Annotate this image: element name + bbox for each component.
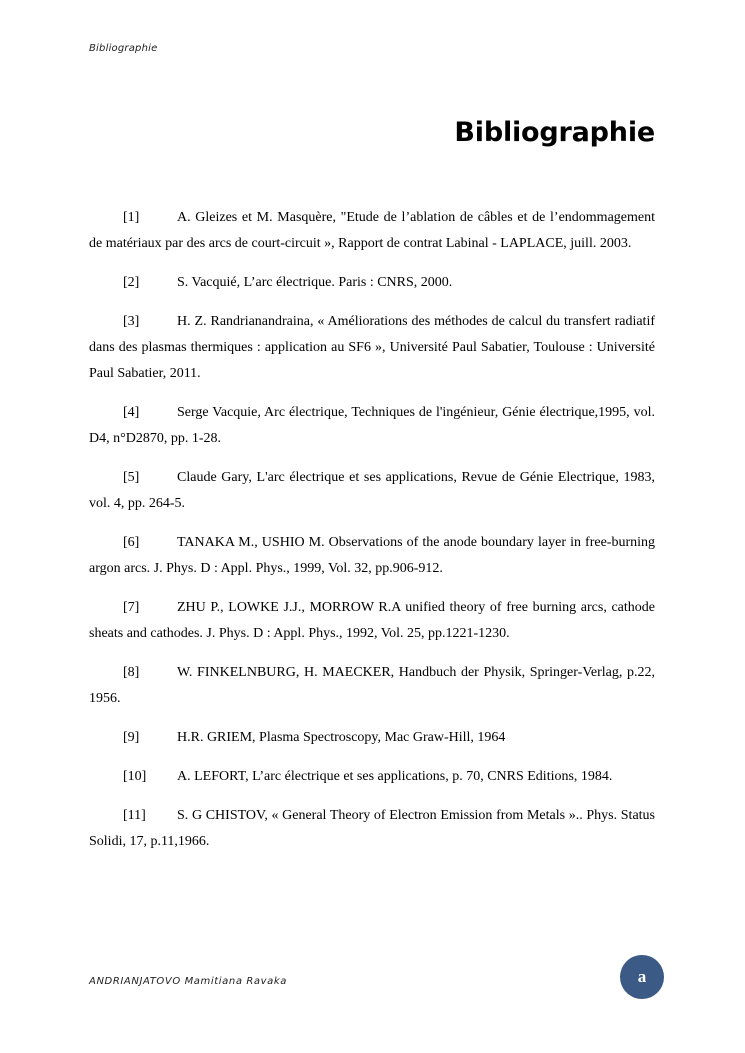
reference-number: [9] — [123, 730, 140, 745]
reference-text: Serge Vacquie, Arc électrique, Techniques de l'ingénieur, Génie électrique,1995, vol. D4, n°D2870, pp. 1-28. — [89, 405, 655, 446]
page-title: Bibliographie — [454, 117, 655, 148]
reference-number: [4] — [123, 405, 140, 420]
reference-text: ZHU P., LOWKE J.J., MORROW R.A unified theory of free burning arcs, cathode sheats and cathodes. J. Phys. D : Appl. Phys., 1992, Vol. 25, pp.1221-1230. — [89, 600, 655, 641]
reference-item — [89, 530, 655, 582]
reference-text: S. G CHISTOV, « General Theory of Electron Emission from Metals ».. Phys. Status Solidi, 17, p.11,1966. — [89, 808, 655, 849]
reference-item — [89, 465, 655, 517]
footer-author: ANDRIANJATOVO Mamitiana Ravaka — [89, 976, 287, 987]
reference-text: A. Gleizes et M. Masquère, "Etude de l’ablation de câbles et de l’endommagement de matériaux par des arcs de court-circuit », Rapport de contrat Labinal - LAPLACE, juill. 2003. — [89, 210, 655, 251]
reference-number: [3] — [123, 314, 140, 329]
reference-item — [89, 400, 655, 452]
reference-item — [89, 725, 655, 751]
running-header: Bibliographie — [89, 43, 158, 54]
reference-number: [7] — [123, 600, 140, 615]
reference-item — [89, 309, 655, 387]
reference-number: [5] — [123, 470, 140, 485]
reference-text: A. LEFORT, L’arc électrique et ses applications, p. 70, CNRS Editions, 1984. — [177, 769, 613, 784]
reference-text: S. Vacquié, L’arc électrique. Paris : CNRS, 2000. — [177, 275, 453, 290]
reference-number: [2] — [123, 275, 140, 290]
reference-text: Claude Gary, L'arc électrique et ses applications, Revue de Génie Electrique, 1983, vol. 4, pp. 264-5. — [89, 470, 655, 511]
reference-item — [89, 205, 655, 257]
reference-text: W. FINKELNBURG, H. MAECKER, Handbuch der Physik, Springer-Verlag, p.22, 1956. — [89, 665, 655, 706]
reference-list — [89, 205, 655, 868]
reference-number: [1] — [123, 210, 140, 225]
reference-item — [89, 595, 655, 647]
reference-number: [8] — [123, 665, 140, 680]
reference-item — [89, 270, 655, 296]
reference-text: TANAKA M., USHIO M. Observations of the anode boundary layer in free-burning argon arcs. J. Phys. D : Appl. Phys., 1999, Vol. 32, pp.906-912. — [89, 535, 655, 576]
reference-number: [6] — [123, 535, 140, 550]
reference-item — [89, 660, 655, 712]
reference-item — [89, 803, 655, 855]
page-number-badge: a — [620, 955, 664, 999]
reference-item — [89, 764, 655, 790]
reference-number: [10] — [123, 769, 147, 784]
reference-number: [11] — [123, 808, 146, 823]
reference-text: H. Z. Randrianandraina, « Améliorations des méthodes de calcul du transfert radiatif dans des plasmas thermiques : application au SF6 », Université Paul Sabatier, Toulouse : Université Paul Sabatier, 2011. — [89, 314, 655, 381]
reference-text: H.R. GRIEM, Plasma Spectroscopy, Mac Graw-Hill, 1964 — [177, 730, 506, 745]
